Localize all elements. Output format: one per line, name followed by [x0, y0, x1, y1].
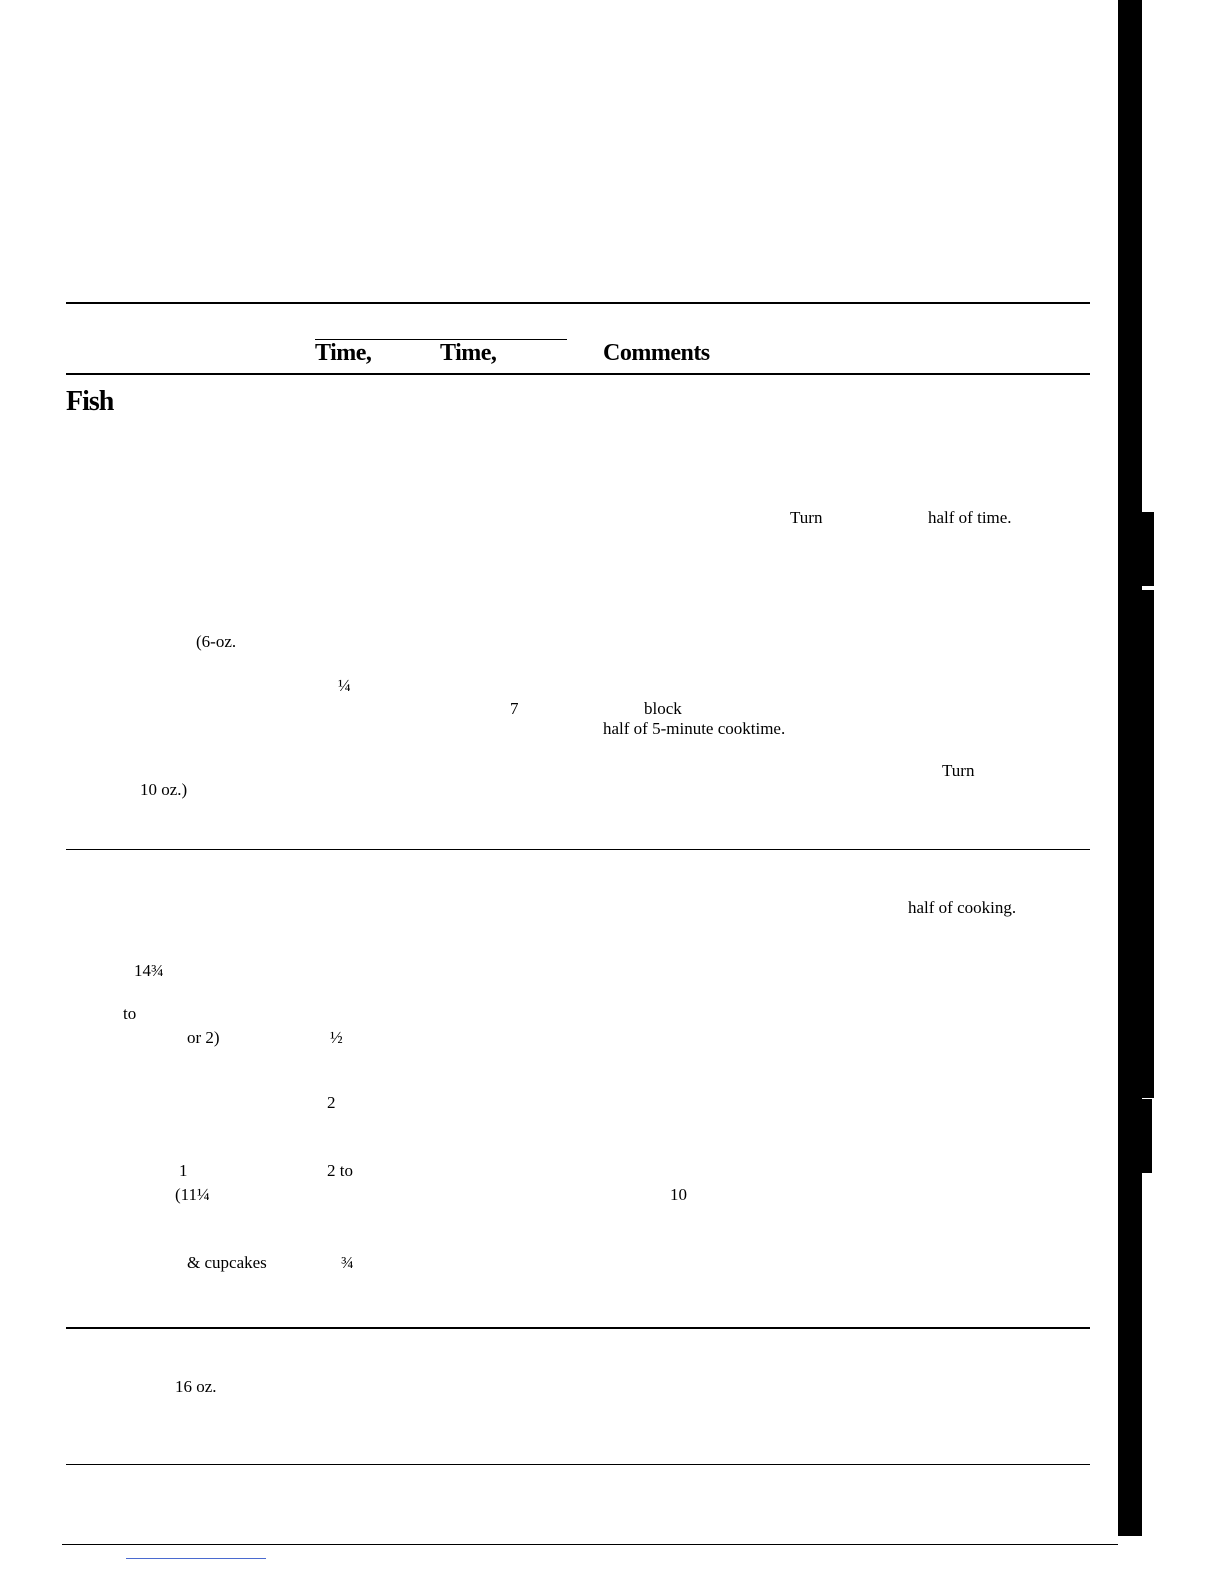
fragment-16oz: 16 oz. [175, 1377, 217, 1396]
table-top-rule [66, 302, 1090, 304]
fragment-seven: 7 [510, 699, 519, 718]
fragment-10oz: 10 oz.) [140, 780, 188, 799]
fragment-turn-2: Turn [942, 761, 975, 780]
fragment-quarter: ¼ [338, 676, 351, 695]
section-divider-1 [66, 849, 1090, 850]
fragment-ten: 10 [670, 1185, 687, 1204]
side-tab-upper-notch [1138, 512, 1154, 586]
section-divider-3 [66, 1464, 1090, 1465]
section-title-fish: Fish [66, 386, 114, 417]
fragment-half-5-minute: half of 5-minute cooktime. [603, 719, 786, 738]
header-bottom-rule [66, 373, 1090, 375]
side-tab-bar [1118, 0, 1142, 1536]
fragment-14-three-quarter: 14¾ [134, 961, 164, 980]
page-bottom-rule [62, 1544, 1118, 1545]
fragment-half: ½ [330, 1028, 343, 1047]
fragment-6oz: (6-oz. [196, 632, 237, 651]
side-tab-lower-notch [1138, 1099, 1152, 1173]
fragment-two: 2 [327, 1093, 336, 1112]
fragment-turn: Turn [790, 508, 823, 527]
fragment-cupcakes: & cupcakes [187, 1253, 267, 1272]
header-comments: Comments [603, 340, 710, 366]
side-tab-label-bleed [1142, 590, 1154, 1098]
fragment-half-of-time: half of time. [928, 508, 1012, 527]
fragment-11-quarter: (11¼ [175, 1185, 210, 1204]
fragment-block: block [644, 699, 682, 718]
fragment-2-to: 2 to [327, 1161, 353, 1180]
fragment-three-quarter: ¾ [341, 1253, 354, 1272]
fragment-one: 1 [179, 1161, 188, 1180]
fragment-to: to [123, 1004, 137, 1023]
section-divider-2 [66, 1327, 1090, 1329]
header-time-1: Time, [315, 340, 372, 366]
header-time-2: Time, [440, 340, 497, 366]
fragment-or-2: or 2) [187, 1028, 220, 1047]
fragment-half-of-cooking: half of cooking. [908, 898, 1017, 917]
page-footer-underline [126, 1558, 266, 1559]
